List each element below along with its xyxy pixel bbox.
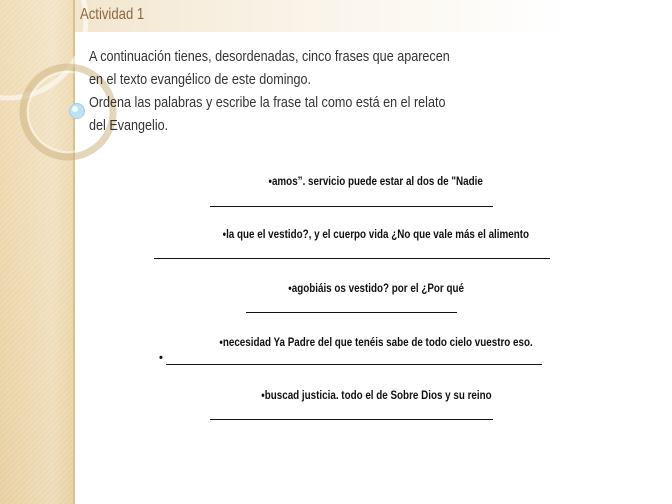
decorative-ring-large	[0, 0, 86, 98]
slide-title: Actividad 1	[80, 6, 145, 23]
instruction-line: A continuación tienes, desordenadas, cinco frases que aparecen	[89, 48, 450, 65]
answer-line-1[interactable]	[210, 206, 493, 207]
answer-line-4[interactable]	[166, 364, 542, 365]
answer-line-5[interactable]	[210, 419, 493, 420]
scrambled-sentence-5: •buscad justicia. todo el de Sobre Dios y su reino	[260, 388, 492, 402]
scrambled-sentence-3: •agobiáis os vestido? por el ¿Por qué	[288, 281, 464, 295]
instructions-text	[89, 45, 549, 137]
instruction-line: Ordena las palabras y escribe la frase tal como está en el relato	[89, 94, 446, 111]
instruction-line: en el texto evangélico de este domingo.	[89, 71, 312, 88]
scrambled-sentence-2: •la que el vestido?, y el cuerpo vida ¿No que vale más el alimento	[222, 227, 530, 241]
answer-line-2[interactable]	[154, 258, 550, 259]
answer-line-3[interactable]	[246, 312, 457, 313]
scrambled-sentence-4: •necesidad Ya Padre del que tenéis sabe de todo cielo vuestro eso.	[219, 335, 533, 349]
bullet-marker: •	[159, 352, 163, 364]
instruction-line: del Evangelio.	[89, 117, 169, 134]
scrambled-sentence-1: •amos”. servicio puede estar al dos de "Nadie	[268, 174, 484, 188]
